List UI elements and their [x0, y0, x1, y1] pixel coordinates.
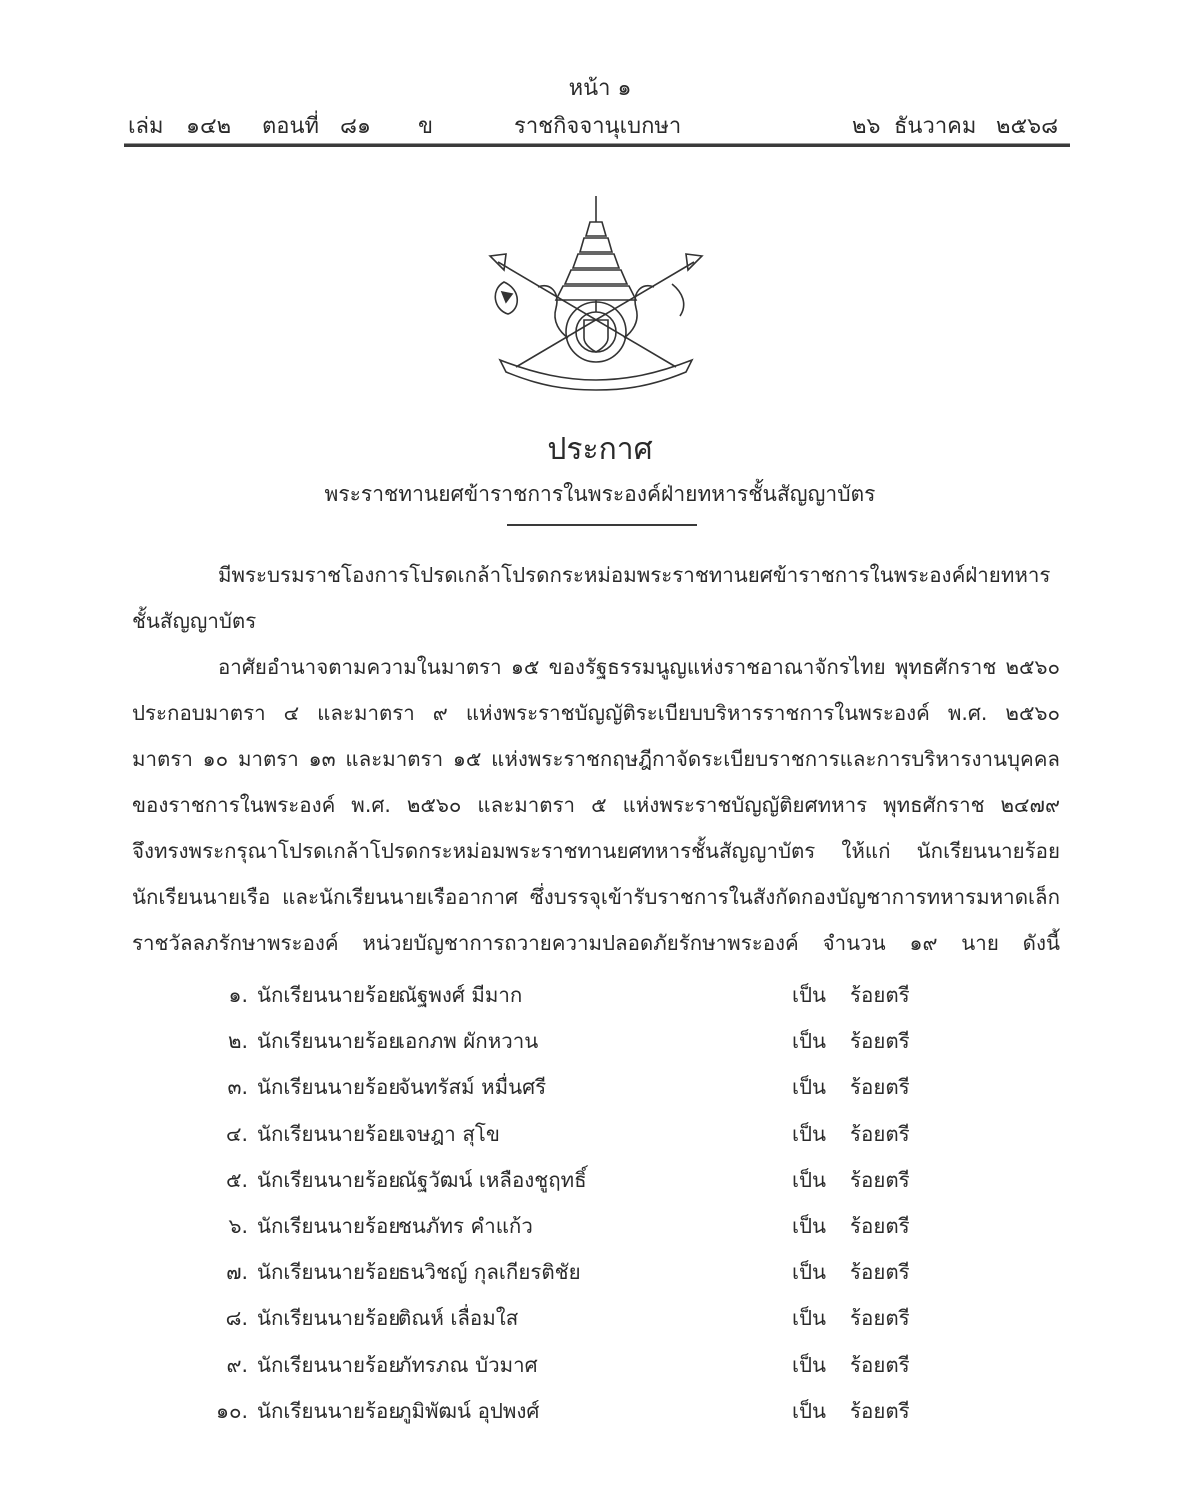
- item-number: ๓.: [227, 1075, 248, 1100]
- new-rank: ร้อยตรี: [850, 1352, 910, 1377]
- item-number: ๔.: [225, 1121, 248, 1146]
- section-label: ข: [418, 114, 434, 139]
- document-title: ประกาศ: [547, 432, 653, 467]
- cadet-title: นักเรียนนายร้อย: [257, 1167, 401, 1192]
- cadet-title: นักเรียนนายร้อย: [257, 983, 401, 1007]
- list-item: [190, 1295, 950, 1341]
- appointee-name: ติณห์ เลื่อมใส: [398, 1306, 519, 1331]
- date-day: ๒๖: [852, 114, 881, 139]
- item-number: ๕.: [225, 1167, 248, 1192]
- new-rank: ร้อยตรี: [850, 983, 910, 1007]
- new-rank: ร้อยตรี: [850, 1075, 910, 1100]
- paragraph-line: ราชวัลลภรักษาพระองค์ หน่วยบัญชาการถวายความปลอดภัยรักษาพระองค์ จำนวน ๑๙ นาย ดังนี้: [132, 931, 1060, 955]
- list-item: [190, 1388, 950, 1434]
- appointee-name: ธนวิชญ์ กุลเกียรติชัย: [398, 1260, 581, 1285]
- date-month: ธันวาคม: [894, 114, 977, 139]
- becomes-label: เป็น: [792, 1029, 827, 1054]
- appointee-name: ณัฐพงศ์ มีมาก: [398, 983, 523, 1007]
- item-number: ๑.: [228, 983, 248, 1007]
- date-year: ๒๕๖๘: [996, 114, 1059, 139]
- list-item: [190, 1203, 950, 1249]
- volume-number: ๑๔๒: [186, 114, 232, 139]
- new-rank: ร้อยตรี: [850, 1213, 910, 1238]
- becomes-label: เป็น: [792, 1260, 827, 1285]
- part-number: ๘๑: [340, 114, 371, 139]
- cadet-title: นักเรียนนายร้อย: [257, 1075, 401, 1100]
- appointee-name: ณัฐวัฒน์ เหลืองชูฤทธิ์: [398, 1167, 587, 1192]
- appointee-name: จันทรัสม์ หมื่นศรี: [398, 1075, 547, 1100]
- becomes-label: เป็น: [792, 1352, 827, 1377]
- becomes-label: เป็น: [792, 1167, 827, 1192]
- list-item: [190, 972, 950, 1018]
- item-number: ๙.: [226, 1352, 248, 1377]
- becomes-label: เป็น: [792, 983, 827, 1007]
- page-number: หน้า ๑: [568, 76, 632, 101]
- list-item: [190, 1064, 950, 1110]
- becomes-label: เป็น: [792, 1306, 827, 1331]
- title-divider: [507, 524, 697, 526]
- volume-label: เล่ม: [128, 114, 164, 139]
- list-item: [190, 1249, 950, 1295]
- gazette-header: [128, 108, 1068, 142]
- header-divider: [124, 143, 1070, 147]
- paragraph-line: ประกอบมาตรา ๔ และมาตรา ๙ แห่งพระราชบัญญัติระเบียบบริหารราชการในพระองค์ พ.ศ. ๒๕๖๐: [132, 701, 1060, 725]
- new-rank: ร้อยตรี: [850, 1306, 910, 1331]
- item-number: ๖.: [228, 1213, 248, 1238]
- new-rank: ร้อยตรี: [850, 1260, 910, 1285]
- appointee-name: เอกภพ ผักหวาน: [398, 1029, 539, 1054]
- new-rank: ร้อยตรี: [850, 1029, 910, 1054]
- becomes-label: เป็น: [792, 1121, 827, 1146]
- item-number: ๘.: [225, 1306, 248, 1331]
- new-rank: ร้อยตรี: [850, 1121, 910, 1146]
- cadet-title: นักเรียนนายร้อย: [257, 1260, 401, 1285]
- preamble-paragraph: [132, 552, 1060, 644]
- becomes-label: เป็น: [792, 1075, 827, 1100]
- appointee-name: ชนภัทร คำแก้ว: [398, 1213, 533, 1238]
- appointee-list: [190, 972, 950, 1434]
- cadet-title: นักเรียนนายร้อย: [257, 1213, 401, 1238]
- paragraph-line: จึงทรงพระกรุณาโปรดเกล้าโปรดกระหม่อมพระราชทานยศทหารชั้นสัญญาบัตร ให้แก่ นักเรียนนายร้อย: [132, 839, 1060, 863]
- publication-name: ราชกิจจานุเบกษา: [514, 114, 682, 139]
- part-label: ตอนที่: [262, 114, 320, 139]
- appointee-name: ภัทรภณ บัวมาศ: [398, 1352, 538, 1377]
- cadet-title: นักเรียนนายร้อย: [257, 1306, 401, 1331]
- paragraph-line: มีพระบรมราชโองการโปรดเกล้าโปรดกระหม่อมพระราชทานยศข้าราชการในพระองค์ฝ่ายทหาร: [218, 563, 1051, 587]
- item-number: ๑๐.: [215, 1398, 248, 1423]
- becomes-label: เป็น: [792, 1213, 827, 1238]
- list-item: [190, 1111, 950, 1157]
- paragraph-line: ชั้นสัญญาบัตร: [132, 609, 257, 633]
- royal-emblem-icon: [476, 192, 716, 392]
- document-subtitle: พระราชทานยศข้าราชการในพระองค์ฝ่ายทหารชั้นสัญญาบัตร: [324, 482, 876, 506]
- paragraph-line: ของราชการในพระองค์ พ.ศ. ๒๕๖๐ และมาตรา ๕ แห่งพระราชบัญญัติยศทหาร พุทธศักราช ๒๔๗๙: [132, 793, 1060, 817]
- list-item: [190, 1018, 950, 1064]
- appointee-name: ภูมิพัฒน์ อุปพงศ์: [398, 1398, 540, 1423]
- authority-paragraph: [132, 644, 1060, 966]
- cadet-title: นักเรียนนายร้อย: [257, 1398, 401, 1423]
- list-item: [190, 1157, 950, 1203]
- becomes-label: เป็น: [792, 1398, 827, 1423]
- new-rank: ร้อยตรี: [850, 1398, 910, 1423]
- item-number: ๗.: [226, 1260, 248, 1285]
- cadet-title: นักเรียนนายร้อย: [257, 1029, 401, 1054]
- paragraph-line: นักเรียนนายเรือ และนักเรียนนายเรืออากาศ ซึ่งบรรจุเข้ารับราชการในสังกัดกองบัญชาการทหารมหาดเล็ก: [132, 885, 1060, 909]
- item-number: ๒.: [227, 1029, 248, 1054]
- list-item: [190, 1342, 950, 1388]
- paragraph-line: อาศัยอำนาจตามความในมาตรา ๑๕ ของรัฐธรรมนูญแห่งราชอาณาจักรไทย พุทธศักราช ๒๕๖๐: [218, 655, 1060, 679]
- cadet-title: นักเรียนนายร้อย: [257, 1352, 401, 1377]
- appointee-name: เจษฎา สุโข: [398, 1121, 500, 1146]
- paragraph-line: มาตรา ๑๐ มาตรา ๑๓ และมาตรา ๑๕ แห่งพระราชกฤษฎีกาจัดระเบียบราชการและการบริหารงานบุคคล: [132, 747, 1060, 771]
- new-rank: ร้อยตรี: [850, 1167, 910, 1192]
- cadet-title: นักเรียนนายร้อย: [257, 1121, 401, 1146]
